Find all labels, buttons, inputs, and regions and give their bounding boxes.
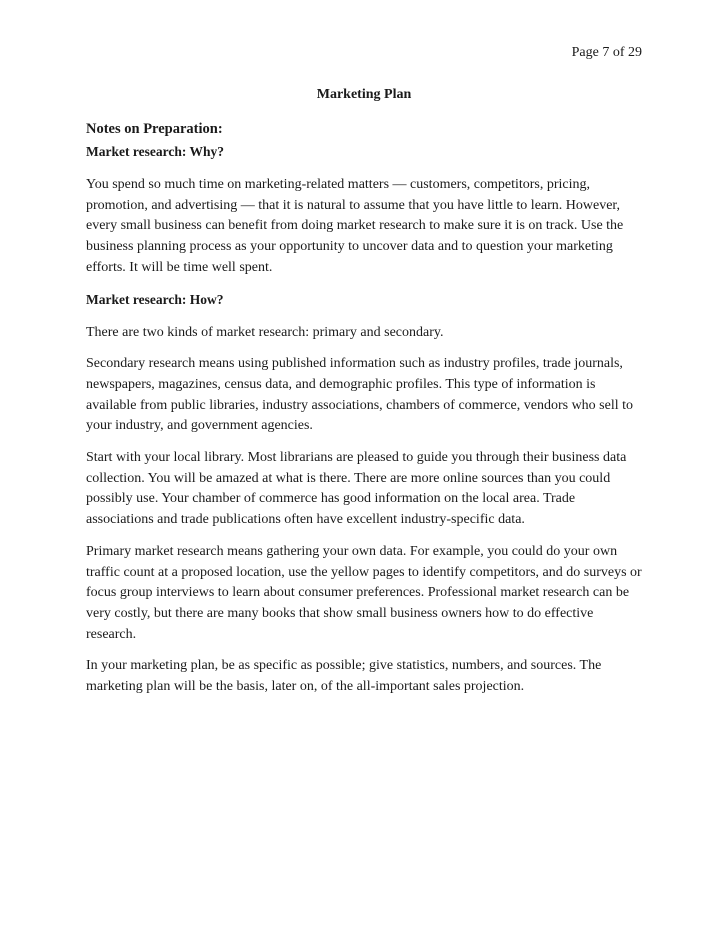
paragraph-primary: Primary market research means gathering your own data. For example, you could do your own traffic count at a proposed location, use the yellow pages to identify competitors, and do surveys or focus group interviews to learn about consumer preferences. Professional market research can be very costly, but there are many books that show small business owners how to do effective research.: [86, 543, 642, 642]
paragraph-plan: In your marketing plan, be as specific as possible; give statistics, numbers, and sources. The marketing plan will be the basis, later on, of the all-important sales projection.: [86, 658, 602, 695]
paragraph-kinds: There are two kinds of market research: primary and secondary.: [86, 324, 444, 340]
paragraph-library: Start with your local library. Most librarians are pleased to guide you through their business data collection. You will be amazed at what is there. There are more online sources than you could possibly use. Your chamber of commerce has good information on the local area. Trade associations and trade publications often have excellent industry-specific data.: [86, 450, 627, 528]
document-title: Marketing Plan: [316, 87, 412, 102]
subheading-why: Market research: Why?: [86, 144, 224, 159]
section-heading: Notes on Preparation:: [86, 121, 223, 137]
paragraph-secondary: Secondary research means using published information such as industry profiles, trade journals, newspapers, magazines, census data, and demographic profiles. This type of information is available from public libraries, industry associations, chambers of commerce, vendors who sell to your industry, and government agencies.: [86, 356, 634, 434]
paragraph-why: You spend so much time on marketing-related matters — customers, competitors, pricing, promotion, and advertising — that it is natural to assume that you have little to learn. However, every small business can benefit from doing market research to make sure it is on track. Use the business planning process as your opportunity to uncover data and to question your marketing efforts. It will be time well spent.: [86, 177, 624, 275]
subheading-how: Market research: How?: [86, 291, 224, 307]
page-number: Page 7 of 29: [571, 45, 642, 60]
document-body: [86, 120, 646, 709]
